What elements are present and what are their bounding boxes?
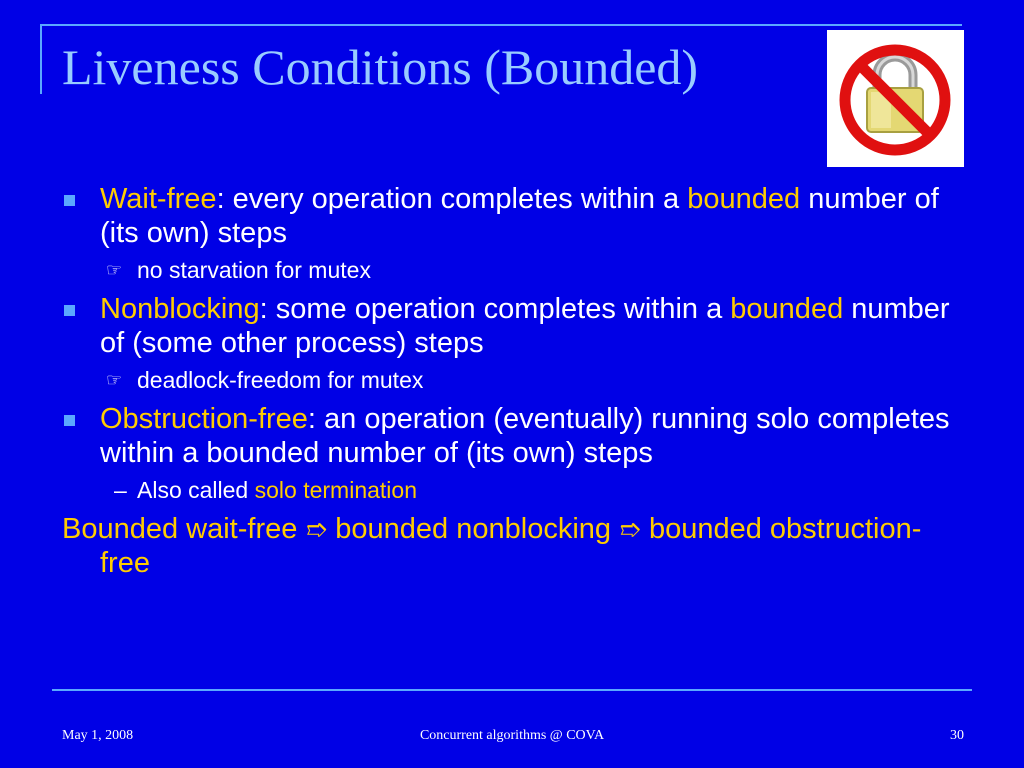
no-lock-icon (827, 30, 964, 167)
sub-bullet-solo-termination: – Also called solo termination (114, 477, 417, 503)
footer-divider (52, 689, 972, 691)
slide-content (62, 182, 952, 580)
bullet-marker (64, 305, 75, 316)
pointing-hand-icon: ☞ (106, 370, 123, 390)
implies-arrow-icon: ➱ (305, 514, 328, 544)
sub-bullet-deadlock-freedom: ☞ deadlock-freedom for mutex (106, 367, 424, 393)
title-frame-top (40, 24, 962, 26)
bullet-obstruction-free: Obstruction-free: an operation (eventually) running solo completes within a bounded number of (its own) steps (62, 402, 952, 470)
sub-bullet-no-starvation: ☞ no starvation for mutex (106, 257, 371, 283)
title-frame-left (40, 24, 42, 94)
logo-box (827, 30, 964, 167)
conclusion-line: Bounded wait-free ➱ bounded nonblocking ➱ bounded obstruction-free (62, 513, 922, 579)
implies-arrow-icon: ➱ (619, 514, 641, 544)
bullet-marker (64, 415, 75, 426)
footer-title: Concurrent algorithms @ COVA (419, 728, 605, 743)
slide-title: Liveness Conditions (Bounded) (62, 39, 699, 95)
pointing-hand-icon: ☞ (106, 260, 123, 280)
dash-marker: – (114, 477, 127, 503)
footer-date: May 1, 2008 (62, 728, 134, 743)
bullet-wait-free: Wait-free: every operation completes within a bounded number of (its own) steps (62, 182, 952, 250)
page-number: 30 (950, 728, 964, 743)
bullet-nonblocking: Nonblocking: some operation completes within a bounded number of (some other process) steps (62, 292, 952, 360)
bullet-marker (64, 195, 75, 206)
